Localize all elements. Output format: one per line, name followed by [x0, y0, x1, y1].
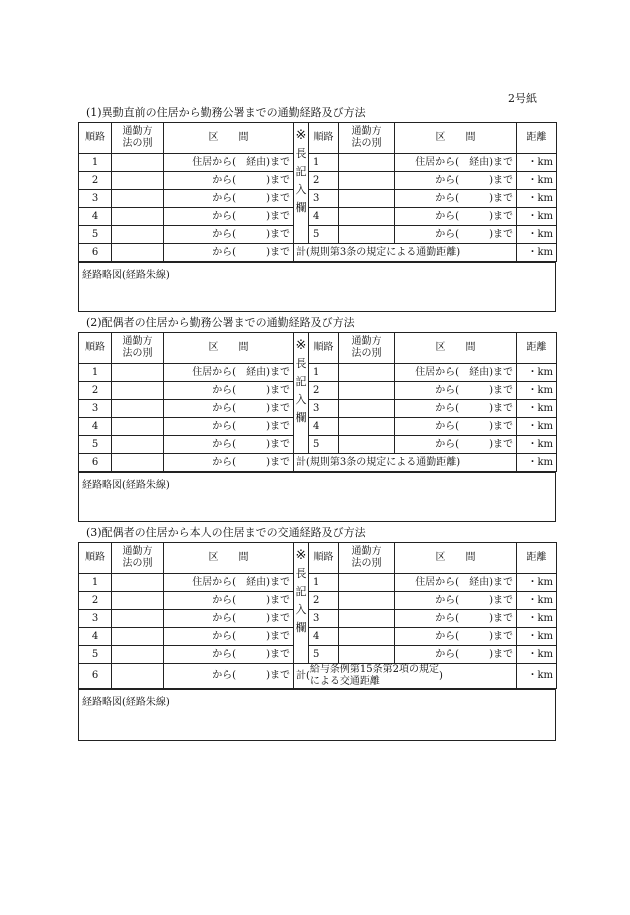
header-route-no-2: 順路	[309, 333, 339, 364]
method-cell[interactable]	[112, 610, 164, 628]
method-cell[interactable]	[339, 646, 395, 664]
header-distance: 距離	[517, 333, 557, 364]
note-column: ※ 長 記 入 欄	[294, 333, 309, 454]
note-column: ※ 長 記 入 欄	[294, 123, 309, 244]
header-section-2: 区 間	[395, 543, 517, 574]
method-cell[interactable]	[112, 400, 164, 418]
table-row: 5 から( )まで 5 から( )まで ・km	[79, 226, 557, 244]
method-cell[interactable]	[112, 154, 164, 172]
method-cell[interactable]	[339, 154, 395, 172]
route-table	[78, 542, 557, 689]
table-row: 3 から( )まで 3 から( )まで ・km	[79, 190, 557, 208]
total-label: 計(規則第3条の規定による通勤距離)	[294, 454, 517, 472]
header-row	[79, 333, 557, 364]
method-cell[interactable]	[112, 244, 164, 262]
header-section: 区 間	[164, 543, 294, 574]
header-section: 区 間	[164, 333, 294, 364]
form-number: 2号紙	[508, 92, 537, 105]
method-cell[interactable]	[112, 382, 164, 400]
total-label: 計(給与条例第15条第2項の規定 による交通距離 )	[294, 664, 517, 689]
total-label: 計(規則第3条の規定による通勤距離)	[294, 244, 517, 262]
header-row	[79, 123, 557, 154]
route-table	[78, 332, 557, 472]
header-section-2: 区 間	[395, 123, 517, 154]
header-method: 通勤方 法の別	[112, 543, 164, 574]
method-cell[interactable]	[112, 208, 164, 226]
method-cell[interactable]	[339, 592, 395, 610]
table-row: 5 から( )まで 5 から( )まで ・km	[79, 646, 557, 664]
header-route-no: 順路	[79, 543, 112, 574]
method-cell[interactable]	[339, 610, 395, 628]
method-cell[interactable]	[339, 208, 395, 226]
route-map-label: 経路略図(経路朱線)	[82, 270, 170, 281]
table-row: 5 から( )まで 5 から( )まで ・km	[79, 436, 557, 454]
section-title: (3)配偶者の住居から本人の住居までの交通経路及び方法	[86, 526, 366, 539]
method-cell[interactable]	[112, 628, 164, 646]
header-distance: 距離	[517, 123, 557, 154]
table-row: 6 から( )まで 計(規則第3条の規定による通勤距離) ・km	[79, 244, 557, 262]
section-title: (2)配偶者の住居から勤務公署までの通勤経路及び方法	[86, 316, 355, 329]
header-method-2: 通勤方 法の別	[339, 333, 395, 364]
table-row: 2 から( )まで 2 から( )まで ・km	[79, 172, 557, 190]
method-cell[interactable]	[112, 418, 164, 436]
route-map-box[interactable]	[78, 472, 556, 522]
method-cell[interactable]	[112, 226, 164, 244]
method-cell[interactable]	[339, 190, 395, 208]
method-cell[interactable]	[112, 190, 164, 208]
section-title: (1)異動直前の住居から勤務公署までの通勤経路及び方法	[86, 106, 366, 119]
header-route-no: 順路	[79, 123, 112, 154]
table-row: 1 住居から( 経由)まで 1 住居から( 経由)まで ・km	[79, 154, 557, 172]
header-route-no: 順路	[79, 333, 112, 364]
method-cell[interactable]	[339, 172, 395, 190]
header-method: 通勤方 法の別	[112, 123, 164, 154]
table-row: 4 から( )まで 4 から( )まで ・km	[79, 418, 557, 436]
method-cell[interactable]	[112, 646, 164, 664]
route-map-box[interactable]	[78, 262, 556, 312]
header-route-no-2: 順路	[309, 543, 339, 574]
route-map-label: 経路略図(経路朱線)	[82, 697, 170, 708]
method-cell[interactable]	[112, 436, 164, 454]
table-row: 1 住居から( 経由)まで 1 住居から( 経由)まで ・km	[79, 574, 557, 592]
method-cell[interactable]	[339, 418, 395, 436]
method-cell[interactable]	[112, 592, 164, 610]
method-cell[interactable]	[112, 364, 164, 382]
route-map-box[interactable]	[78, 689, 556, 741]
method-cell[interactable]	[339, 226, 395, 244]
method-cell[interactable]	[339, 382, 395, 400]
table-row: 4 から( )まで 4 から( )まで ・km	[79, 628, 557, 646]
table-row: 4 から( )まで 4 から( )まで ・km	[79, 208, 557, 226]
method-cell[interactable]	[112, 574, 164, 592]
header-route-no-2: 順路	[309, 123, 339, 154]
header-method-2: 通勤方 法の別	[339, 123, 395, 154]
header-method: 通勤方 法の別	[112, 333, 164, 364]
note-column: ※ 長 記 入 欄	[294, 543, 309, 664]
table-row: 6 から( )まで 計(給与条例第15条第2項の規定 による交通距離 ) ・km	[79, 664, 557, 689]
table-row: 2 から( )まで 2 から( )まで ・km	[79, 592, 557, 610]
method-cell[interactable]	[112, 664, 164, 689]
method-cell[interactable]	[339, 628, 395, 646]
header-row	[79, 543, 557, 574]
method-cell[interactable]	[339, 574, 395, 592]
method-cell[interactable]	[112, 454, 164, 472]
route-table	[78, 122, 557, 262]
header-distance: 距離	[517, 543, 557, 574]
table-row: 3 から( )まで 3 から( )まで ・km	[79, 610, 557, 628]
method-cell[interactable]	[339, 400, 395, 418]
header-section: 区 間	[164, 123, 294, 154]
table-row: 1 住居から( 経由)まで 1 住居から( 経由)まで ・km	[79, 364, 557, 382]
method-cell[interactable]	[339, 436, 395, 454]
method-cell[interactable]	[339, 364, 395, 382]
method-cell[interactable]	[112, 172, 164, 190]
table-row: 6 から( )まで 計(規則第3条の規定による通勤距離) ・km	[79, 454, 557, 472]
header-section-2: 区 間	[395, 333, 517, 364]
table-row: 2 から( )まで 2 から( )まで ・km	[79, 382, 557, 400]
table-row: 3 から( )まで 3 から( )まで ・km	[79, 400, 557, 418]
header-method-2: 通勤方 法の別	[339, 543, 395, 574]
route-map-label: 経路略図(経路朱線)	[82, 480, 170, 491]
